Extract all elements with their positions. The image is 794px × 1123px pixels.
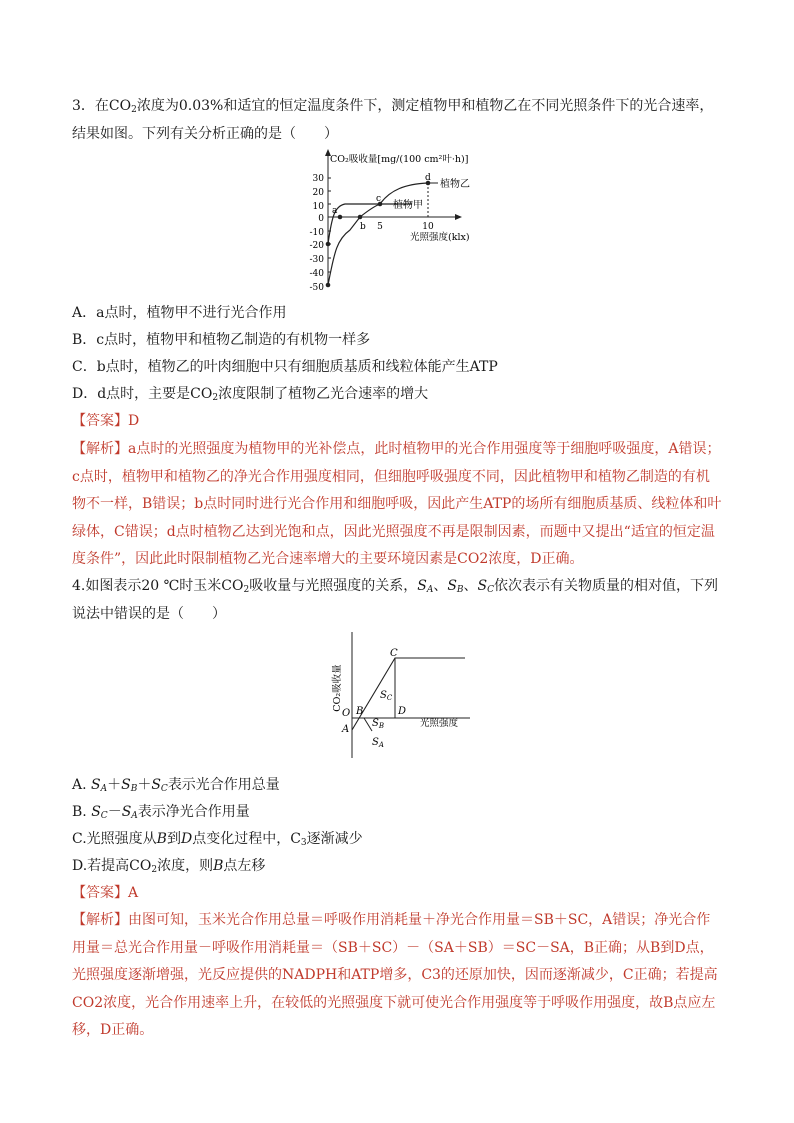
q3-option-a: A．a点时，植物甲不进行光合作用 bbox=[72, 305, 287, 321]
q3-ytick: 20 bbox=[312, 188, 324, 198]
q3-chart bbox=[290, 145, 530, 295]
q4-option-c: C.光照强度从B到D点变化过程中，$C_3$逐渐减少 bbox=[72, 831, 363, 848]
q3-ytick: 30 bbox=[312, 174, 324, 184]
q4-label-a: A bbox=[342, 724, 350, 735]
q4-sa-leader bbox=[364, 718, 372, 731]
q4-label-c: C bbox=[390, 648, 398, 659]
q3-ytick: -10 bbox=[309, 228, 324, 238]
q4-label-o: O bbox=[342, 708, 351, 719]
q3-ytick: 10 bbox=[312, 202, 324, 212]
q3-ytick: -40 bbox=[309, 269, 324, 279]
q3-point bbox=[326, 242, 331, 247]
q4-label-b: B bbox=[356, 706, 364, 717]
q4-chart bbox=[320, 628, 480, 763]
q3-number: 3． bbox=[72, 98, 95, 114]
q4-answer: 【答案】A bbox=[72, 885, 139, 901]
q3-x-label: 光照强度(klx) bbox=[410, 232, 470, 243]
q3-point-b bbox=[358, 215, 363, 220]
q4-option-a: A. $S_A+S_B+S_C$表示光合作用总量 bbox=[72, 777, 280, 794]
q3-x-arrow bbox=[455, 214, 462, 220]
q3-option-c: C．b点时，植物乙的叶肉细胞中只有细胞质基质和线粒体能产生ATP bbox=[72, 359, 498, 375]
q3-label-a: a bbox=[332, 206, 338, 216]
q3-analysis: 【解析】a点时的光照强度为植物甲的光补偿点，此时植物甲的光合作用强度等于细胞呼吸强度，A错误；c点时，植物甲和植物乙的净光合作用强度相同，但细胞呼吸强度不同，因此植物甲和植物乙制造的有机物不一样，B错误；b点时同时进行光合作用和细胞呼吸，因此产生ATP的场所有细胞质基质、线粒体和叶绿体，C错误；d点时植物乙达到光饱和点，因此光照强度不再是限制因素，而题中又提出“适宜的恒定温度条件”，因此此时限制植物乙光合速率增大的主要环境因素是CO2浓度，D正确。 bbox=[72, 441, 722, 567]
q3-y-label: CO₂吸收量[mg/(100 cm²叶·h)] bbox=[330, 154, 469, 165]
q3-label-b: b bbox=[360, 222, 366, 232]
q4-analysis: 【解析】由图可知，玉米光合作用总量＝呼吸作用消耗量＋净光合作用量＝SB＋SC，A错误；净光合作用量＝总光合作用量－呼吸作用消耗量＝（SB＋SC）－（SA＋SB）＝SC－SA，B正确；从B到D点，光照强度逐渐增强，光反应提供的NADPH和ATP增多，C3的还原加快，因而逐渐减少，C正确；若提高CO2浓度，光合作用速率上升，在较低的光照强度下就可使光合作用强度等于呼吸作用强度，故B点应左移，D正确。 bbox=[72, 912, 718, 1038]
q4-label-sb: $S_B$ bbox=[372, 718, 385, 730]
q3-series-jia: 植物甲 bbox=[393, 200, 423, 211]
q3-stem: 3．在$CO_2$浓度为0.03%和适宜的恒定温度条件下，测定植物甲和植物乙在不同光照条件下的光合速率，结果如图。下列有关分析正确的是（ ） bbox=[72, 98, 714, 142]
q3-ytick: -50 bbox=[309, 283, 324, 293]
q3-label-c: c bbox=[376, 194, 382, 204]
q4-label-sc: $S_C$ bbox=[380, 690, 393, 702]
q4-stem: 4.如图表示20 ℃时玉米$CO_2$吸收量与光照强度的关系，$S_A$、$S_B$、$S_C$依次表示有关物质量的相对值，下列说法中错误的是（ ） bbox=[72, 578, 719, 622]
q3-ytick: 0 bbox=[318, 214, 324, 224]
q3-option-b: B．c点时，植物甲和植物乙制造的有机物一样多 bbox=[72, 332, 371, 348]
q4-option-d: D.若提高$CO_2$浓度，则B点左移 bbox=[72, 858, 266, 875]
q3-series-yi: 植物乙 bbox=[440, 179, 470, 190]
q4-y-label: CO₂吸收量 bbox=[332, 664, 343, 712]
q4-x-label: 光照强度 bbox=[420, 718, 459, 729]
q3-option-d: D．d点时，主要是$CO_2$浓度限制了植物乙光合速率的增大 bbox=[72, 386, 429, 403]
q3-y-ticks bbox=[310, 174, 325, 293]
q3-point-a bbox=[338, 215, 343, 220]
q3-ytick: -20 bbox=[309, 241, 324, 251]
q3-point bbox=[326, 283, 331, 288]
q3-label-d: d bbox=[425, 173, 431, 183]
q3-xtick-5: 5 bbox=[377, 222, 383, 232]
q3-xtick-10: 10 bbox=[422, 222, 434, 232]
q3-ytick: -30 bbox=[309, 255, 324, 265]
q4-option-b: B. $S_C-S_A$表示净光合作用量 bbox=[72, 804, 250, 821]
q4-label-sa: $S_A$ bbox=[372, 737, 384, 749]
q3-answer: 【答案】D bbox=[72, 413, 140, 429]
q4-label-d: D bbox=[398, 706, 407, 717]
